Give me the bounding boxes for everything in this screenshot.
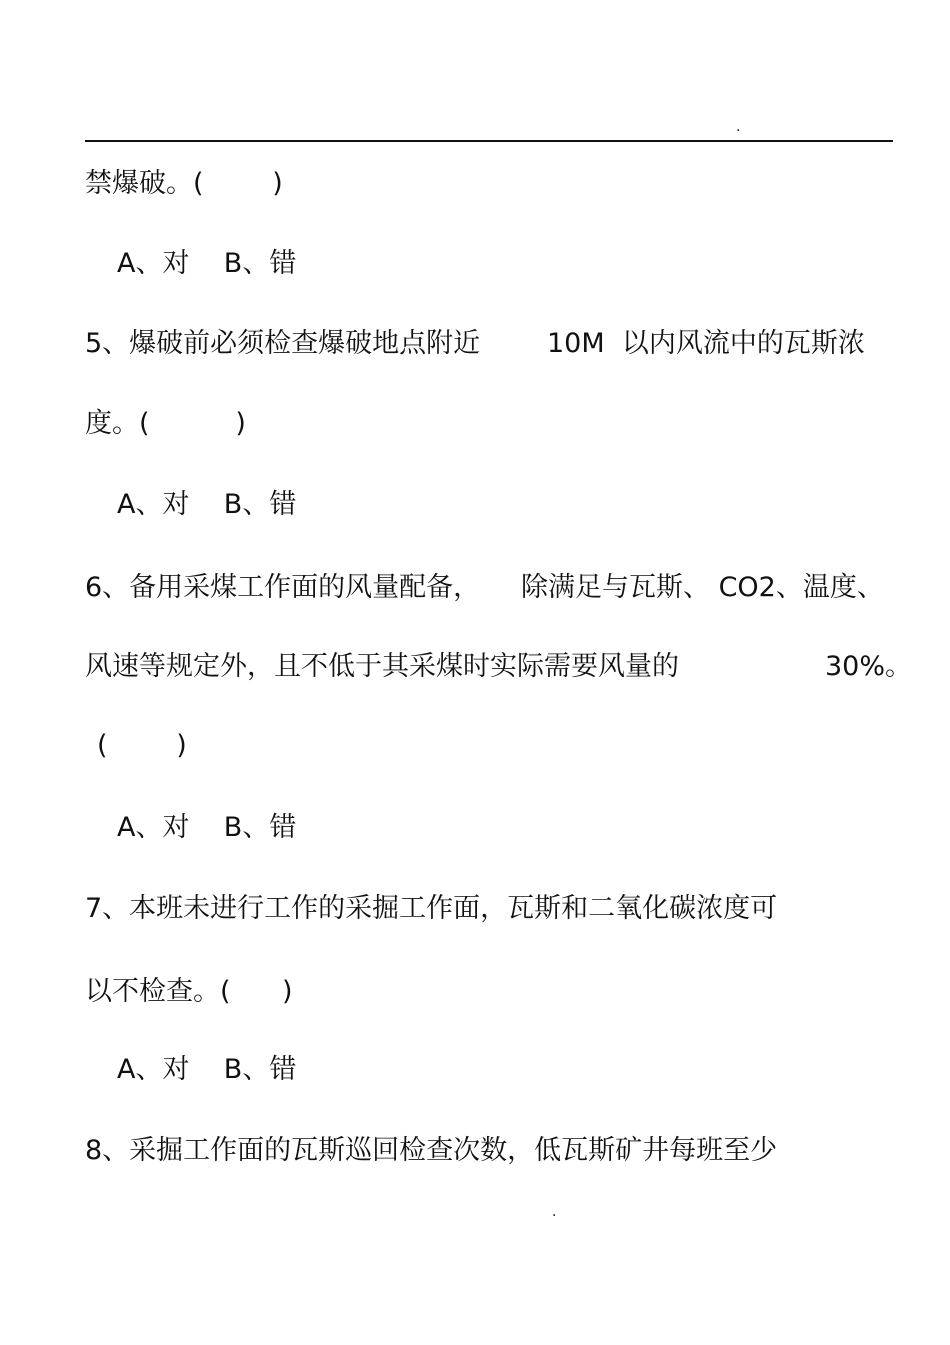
question-8-line-1: 8、采掘工作面的瓦斯巡回检查次数，低瓦斯矿井每班至少 bbox=[85, 1135, 778, 1166]
question-5-text-a: 5、爆破前必须检查爆破地点附近 bbox=[85, 328, 481, 359]
question-5-options: A、对 B、错 bbox=[117, 489, 297, 520]
question-4-options: A、对 B、错 bbox=[117, 248, 297, 279]
question-6-text-d: 30%。 bbox=[825, 651, 913, 682]
question-6-options: A、对 B、错 bbox=[117, 812, 297, 843]
question-5-line-2: 度。( ) bbox=[85, 408, 246, 439]
question-6-text-a: 6、备用采煤工作面的风量配备， bbox=[85, 572, 481, 603]
header-dot: . bbox=[736, 119, 741, 135]
question-7-line-2: 以不检查。( ) bbox=[85, 976, 293, 1007]
question-7-options: A、对 B、错 bbox=[117, 1054, 297, 1085]
question-4-continuation: 禁爆破。( ) bbox=[85, 168, 283, 199]
question-6-text-b: 除满足与瓦斯、 CO2、温度、 bbox=[521, 572, 884, 603]
question-5-text-b: 10M 以内风流中的瓦斯浓 bbox=[547, 328, 865, 359]
question-6-line-2 bbox=[85, 651, 913, 683]
question-7-line-1: 7、本班未进行工作的采掘工作面，瓦斯和二氧化碳浓度可 bbox=[85, 893, 778, 924]
question-6-answer-blank: ( ) bbox=[97, 730, 187, 761]
header-rule bbox=[85, 140, 893, 142]
question-6-text-c: 风速等规定外，且不低于其采煤时实际需要风量的 bbox=[85, 651, 679, 682]
question-5-line-1 bbox=[85, 328, 893, 360]
footer-dot: . bbox=[552, 1204, 557, 1220]
question-6-line-1 bbox=[85, 572, 893, 604]
